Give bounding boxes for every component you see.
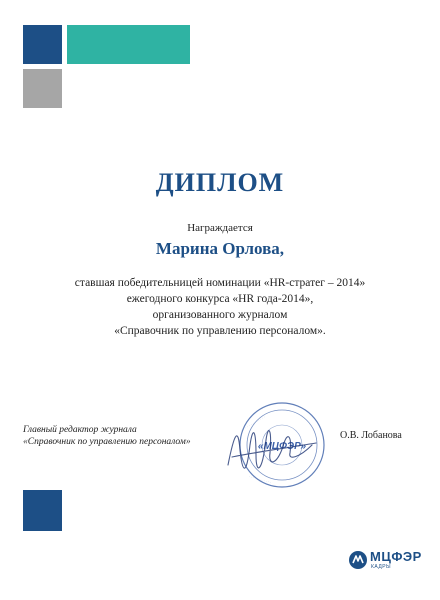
stamp-text: «МЦФЭР» [257,441,307,452]
editor-role [23,424,191,448]
decor-bar-teal [67,25,190,64]
decor-square-navy-top [23,25,62,64]
award-line: ставшая победительницей номинации «HR-стратег – 2014» [74,277,366,289]
decor-square-gray [23,69,62,108]
award-description [0,275,440,339]
editor-name: О.В. Лобанова [340,430,402,441]
company-logo [348,548,428,574]
svg-text:· · · · · · · · · · · · ·: · · · · · · · · · · · · · [240,414,267,433]
stamp-and-signature [220,395,330,495]
logo-wordmark: МЦФЭР [370,549,422,564]
award-line: ежегодного конкурса «HR года-2014», [126,293,314,305]
recipient-name: Марина Орлова, [155,239,285,258]
editor-role-line: Главный редактор журнала [23,425,137,435]
svg-text:· · · · · · · · · · ·: · · · · · · · · · · · [248,474,272,485]
decor-square-navy-bottom [23,490,62,531]
diploma-title: ДИПЛОМ [155,168,285,197]
logo-mark-icon [348,550,368,570]
award-line: «Справочник по управлению персоналом». [114,325,326,337]
award-line: организованного журналом [152,309,288,321]
editor-role-line: «Справочник по управлению персоналом» [23,437,191,447]
logo-subtitle: КАДРЫ [371,564,392,570]
awarded-label: Награждается [187,222,253,234]
